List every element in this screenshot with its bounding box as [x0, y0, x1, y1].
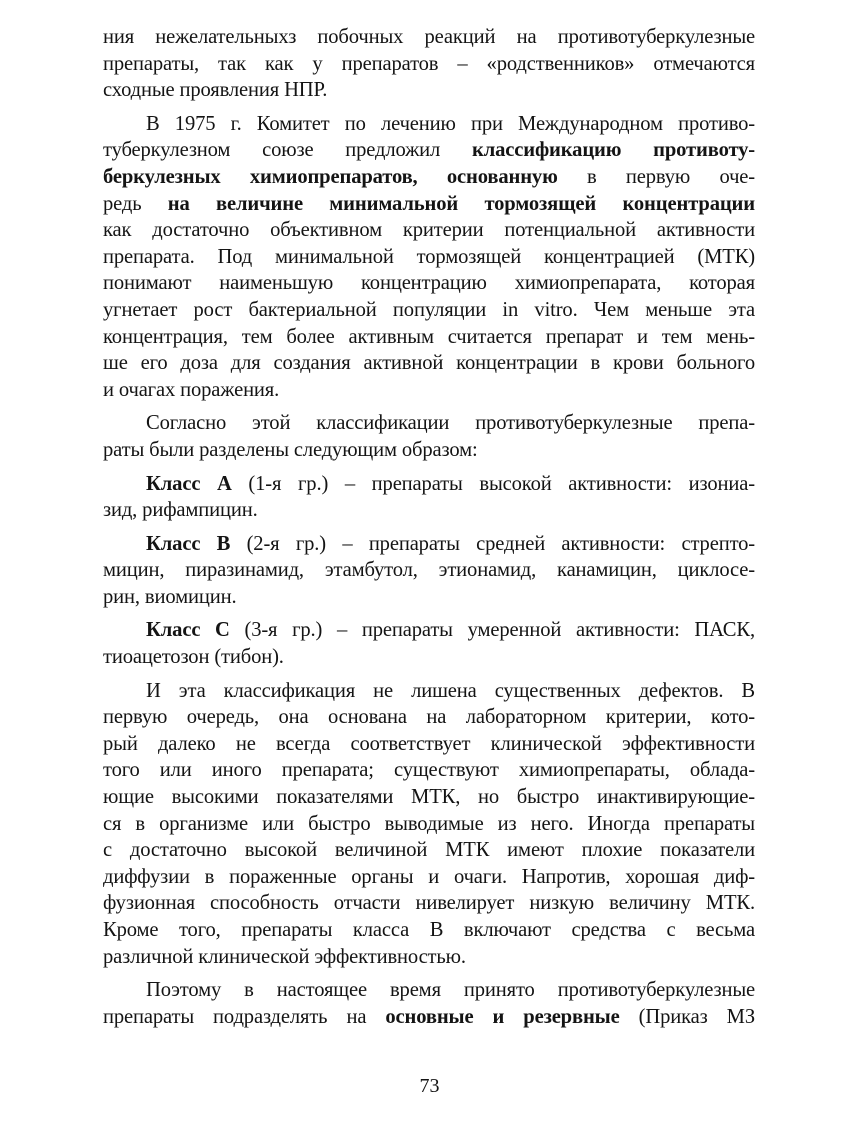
- text-line: [103, 731, 755, 758]
- text-run: препарата. Под минимальной тормозящей концентрацией (МТК): [103, 245, 755, 268]
- text-line: [103, 324, 755, 351]
- text-line: [103, 191, 755, 218]
- text-line: [103, 757, 755, 784]
- text-run: Поэтому в настоящее время принято противотуберкулезные: [146, 979, 755, 1002]
- text-run: мицин, пиразинамид, этамбутол, этионамид, канамицин, циклосе-: [103, 559, 755, 582]
- text-run: концентрация, тем более активным считается препарат и тем мень-: [103, 325, 755, 348]
- text-run: первую очередь, она основана на лабораторном критерии, кото-: [103, 706, 755, 729]
- bold-text-run: беркулезных химиопрепаратов, основанную: [103, 165, 558, 188]
- bold-text-run: на величине минимальной тормозящей концентрации: [167, 192, 755, 215]
- text-line: [103, 270, 755, 297]
- text-line: [103, 811, 755, 838]
- text-line: [103, 1004, 755, 1031]
- text-run: сходные проявления НПР.: [103, 79, 328, 102]
- text-run: И эта классификация не лишена существенных дефектов. В: [146, 679, 755, 702]
- text-run: (1-я гр.) – препараты высокой активности: изониа-: [231, 472, 755, 495]
- text-line: [103, 297, 755, 324]
- text-run: (2-я гр.) – препараты средней активности: стрепто-: [230, 532, 755, 555]
- text-line: [103, 471, 755, 498]
- text-run: с достаточно высокой величиной МТК имеют плохие показатели: [103, 839, 755, 862]
- bold-text-run: Класс С: [146, 619, 230, 642]
- text-run: (3-я гр.) – препараты умеренной активности: ПАСК,: [229, 619, 755, 642]
- bold-text-run: Класс В: [146, 532, 231, 555]
- text-line: [103, 437, 755, 464]
- text-run: Кроме того, препараты класса В включают средства с весьма: [103, 919, 755, 941]
- text-run: ния нежелательныхз побочных реакций на противотуберкулезные: [103, 26, 755, 48]
- text-run: раты были разделены следующим образом:: [103, 438, 478, 461]
- text-run: ся в организме или быстро выводимые из него. Иногда препараты: [103, 812, 755, 835]
- text-line: [103, 977, 755, 1004]
- text-line: [103, 864, 755, 891]
- text-run: тиоацетозон (тибон).: [103, 646, 284, 669]
- text-line: [103, 944, 755, 971]
- text-run: диффузии в пораженные органы и очаги. Напротив, хорошая диф-: [103, 865, 755, 888]
- page-body-text: [103, 24, 755, 1030]
- text-run: в первую оче-: [557, 165, 755, 188]
- text-line: [103, 350, 755, 377]
- bold-text-run: классификацию противоту-: [472, 139, 755, 162]
- text-run: Согласно этой классификации противотуберкулезные препа-: [146, 412, 755, 435]
- text-line: [103, 644, 755, 671]
- text-run: зид, рифампицин.: [103, 499, 258, 522]
- text-run: препараты, так как у препаратов – «родственников» отмечаются: [103, 52, 755, 75]
- text-run: В 1975 г. Комитет по лечению при Международном противо-: [146, 112, 755, 135]
- text-line: [103, 497, 755, 524]
- text-line: [103, 24, 755, 51]
- text-line: [103, 678, 755, 705]
- text-line: [103, 784, 755, 811]
- text-line: [103, 617, 755, 644]
- text-run: понимают наименьшую концентрацию химиопрепарата, которая: [103, 272, 755, 295]
- page-number: 73: [419, 1075, 440, 1097]
- text-line: [103, 584, 755, 611]
- text-run: (Приказ МЗ: [619, 1005, 755, 1028]
- text-run: туберкулезном союзе предложил: [103, 139, 472, 162]
- text-run: как достаточно объективном критерии потенциальной активности: [103, 219, 755, 242]
- text-run: препараты подразделять на: [103, 1005, 386, 1028]
- text-line: [103, 837, 755, 864]
- text-line: [103, 77, 755, 104]
- text-run: фузионная способность отчасти нивелирует низкую величину МТК.: [103, 892, 755, 915]
- text-line: [103, 137, 755, 164]
- bold-text-run: основные и резервные: [385, 1005, 620, 1028]
- text-line: [103, 890, 755, 917]
- text-line: [103, 111, 755, 138]
- text-line: [103, 51, 755, 78]
- text-line: [103, 217, 755, 244]
- text-line: [103, 704, 755, 731]
- text-run: рин, виомицин.: [103, 585, 237, 608]
- text-run: того или иного препарата; существуют химиопрепараты, облада-: [103, 759, 755, 782]
- text-line: [103, 377, 755, 404]
- text-line: [103, 410, 755, 437]
- text-line: [103, 531, 755, 558]
- text-line: [103, 917, 755, 944]
- text-line: [103, 244, 755, 271]
- text-run: ше его доза для создания активной концентрации в крови больного: [103, 352, 755, 375]
- text-run: редь: [103, 192, 168, 215]
- text-line: [103, 164, 755, 191]
- text-run: различной клинической эффективностью.: [103, 945, 466, 968]
- text-run: рый далеко не всегда соответствует клинической эффективности: [103, 732, 755, 755]
- text-run: ющие высокими показателями МТК, но быстро инактивирующие-: [103, 786, 755, 809]
- text-run: угнетает рост бактериальной популяции in vitro. Чем меньше эта: [103, 298, 755, 321]
- bold-text-run: Класс А: [146, 472, 232, 495]
- text-line: [103, 557, 755, 584]
- text-run: и очагах поражения.: [103, 378, 280, 401]
